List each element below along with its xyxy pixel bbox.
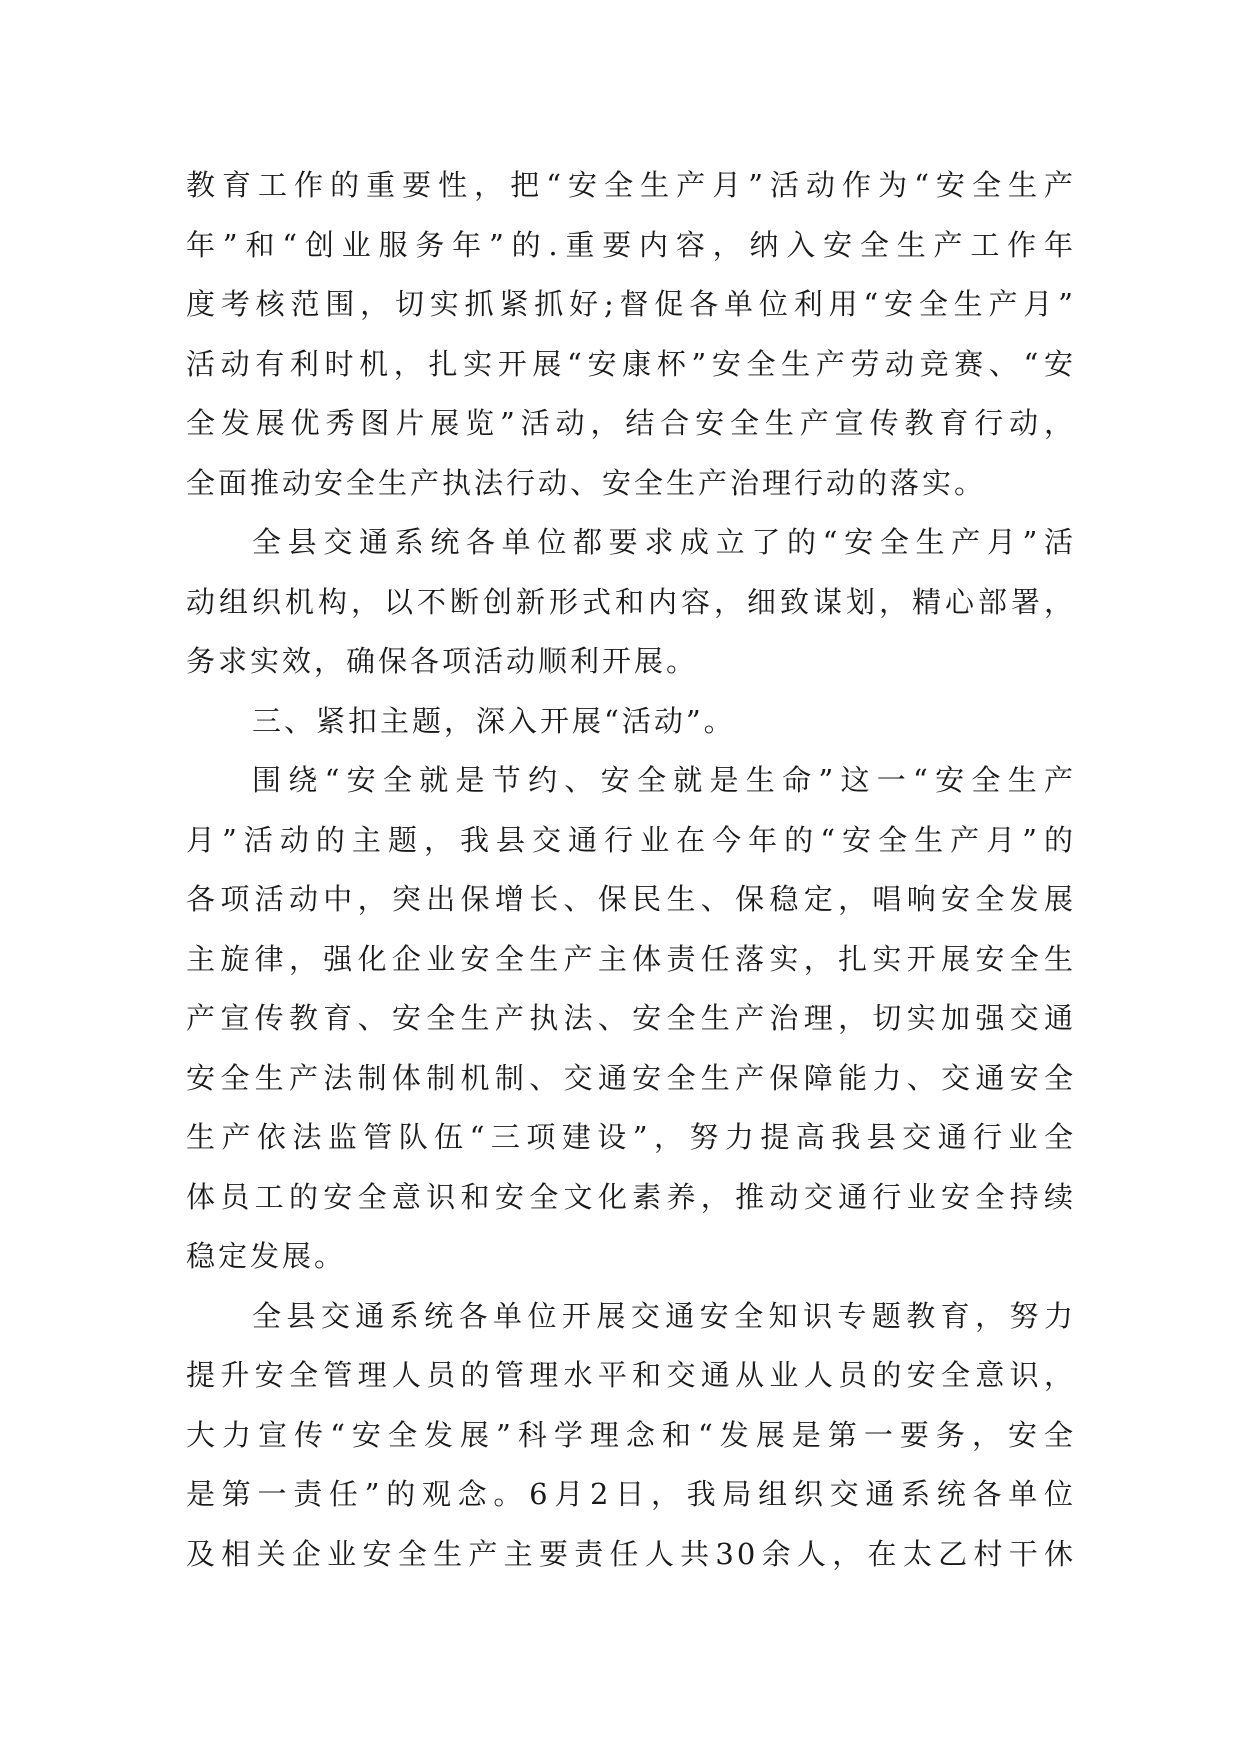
text-line: 度考核范围，切实抓紧抓好;督促各单位利用“安全生产月”	[186, 287, 1076, 321]
text-line: 全面推动安全生产执法行动、安全生产治理行动的落实。	[186, 465, 987, 500]
paragraph	[186, 1287, 1076, 1585]
text-line: 年”和“创业服务年”的.重要内容，纳入安全生产工作年	[186, 227, 1076, 262]
text-line: 全县交通系统各单位都要求成立了的“安全生产月”活	[252, 525, 1076, 559]
text-line: 生产依法监管队伍“三项建设”，努力提高我县交通行业全	[186, 1120, 1076, 1154]
text-line: 全发展优秀图片展览”活动，结合安全生产宣传教育行动，	[186, 406, 1076, 440]
text-line: 动组织机构，以不断创新形式和内容，细致谋划，精心部署，	[186, 584, 1076, 619]
text-line: 务求实效，确保各项活动顺利开展。	[186, 644, 699, 678]
text-line: 活动有利时机，扎实开展“安康杯”安全生产劳动竞赛、“安	[186, 346, 1076, 381]
text-line: 稳定发展。	[186, 1239, 347, 1273]
text-line: 大力宣传“安全发展”科学理念和“发展是第一要务，安全	[186, 1417, 1076, 1452]
text-line: 教育工作的重要性，把“安全生产月”活动作为“安全生产	[186, 168, 1076, 202]
text-line: 月”活动的主题，我县交通行业在今年的“安全生产月”的	[186, 822, 1076, 857]
paragraph	[186, 156, 1076, 513]
document-body	[186, 156, 1076, 1584]
text-line: 是第一责任”的观念。6月2日，我局组织交通系统各单位	[186, 1477, 1076, 1511]
text-line: 各项活动中，突出保增长、保民生、保稳定，唱响安全发展	[186, 882, 1076, 916]
text-line: 体员工的安全意识和安全文化素养，推动交通行业安全持续	[186, 1179, 1076, 1214]
heading-line: 三、紧扣主题，深入开展“活动”。	[252, 703, 736, 738]
text-line: 主旋律，强化企业安全生产主体责任落实，扎实开展安全生	[186, 941, 1076, 976]
paragraph	[186, 751, 1076, 1287]
text-line: 安全生产法制体制机制、交通安全生产保障能力、交通安全	[186, 1060, 1076, 1095]
text-line: 全县交通系统各单位开展交通安全知识专题教育，努力	[252, 1298, 1076, 1333]
text-line: 及相关企业安全生产主要责任人共30余人，在太乙村干休	[186, 1536, 1076, 1571]
text-line: 提升安全管理人员的管理水平和交通从业人员的安全意识，	[186, 1358, 1076, 1392]
text-line: 产宣传教育、安全生产执法、安全生产治理，切实加强交通	[186, 1001, 1076, 1035]
paragraph	[186, 513, 1076, 692]
text-line: 围绕“安全就是节约、安全就是生命”这一“安全生产	[252, 763, 1076, 797]
section-heading	[186, 692, 1076, 752]
